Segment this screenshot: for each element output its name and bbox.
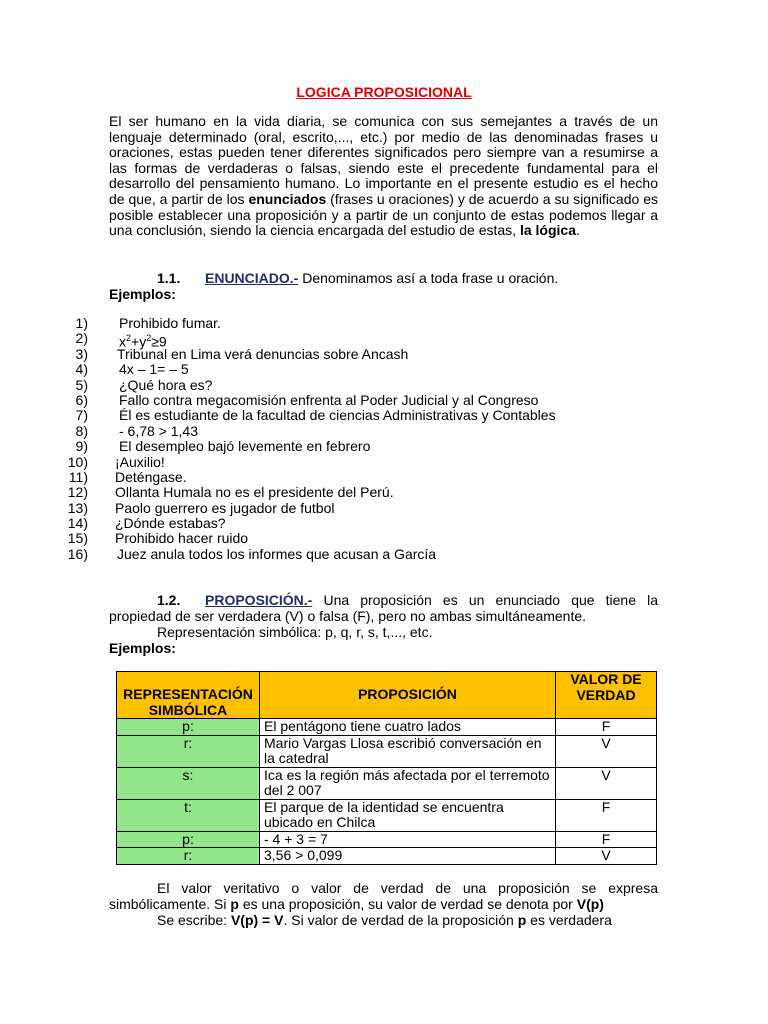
list-item: 9) El desempleo bajó levemente en febrero <box>75 438 371 455</box>
cell-symbol: s: <box>117 767 260 799</box>
formula-x2-y2: $x^2+y^2\ge 9$ <box>119 333 167 351</box>
table-row <box>117 767 657 799</box>
closing-text-3: Se escribe: <box>157 912 231 928</box>
examples-list <box>0 316 768 562</box>
list-item: 1) Prohibido fumar. <box>75 315 221 331</box>
list-item: 7) Él es estudiante de la facultad de ciencias Administrativas y Contables <box>75 407 556 424</box>
list-item: 12) Ollanta Humala no es el presidente del Perú. <box>67 484 394 501</box>
closing-text-5: es verdadera <box>526 912 612 928</box>
section-2-paragraph <box>109 592 658 656</box>
list-item: 15) Prohibido hacer ruido <box>67 530 249 547</box>
document-title: LOGICA PROPOSICIONAL <box>296 84 472 100</box>
closing-vp: V(p) <box>576 896 604 912</box>
propositions-table <box>116 671 657 865</box>
intro-paragraph <box>109 114 658 239</box>
closing-text-4: . Si valor de verdad de la proposición <box>283 912 518 928</box>
list-item: 11) Deténgase. <box>68 468 187 485</box>
list-item: 13) Paolo guerrero es jugador de futbol <box>67 499 335 516</box>
cell-proposition: El pentágono tiene cuatro lados <box>260 719 556 736</box>
intro-text-2: (frases u oraciones) y de acuerdo a su significado es posible establecer una proposición y a partir de un conjunto de estas podemos llegar a una conclusión, siendo la ciencia encargada del estudio de estas, <box>109 190 658 239</box>
cell-value: V <box>556 848 657 865</box>
cell-proposition: - 4 + 3 = 7 <box>260 831 556 848</box>
section-2-examples-label: Ejemplos: <box>109 640 176 656</box>
table-row <box>117 831 657 848</box>
section-1-number: 1.1. <box>157 270 181 286</box>
closing-paragraph <box>109 880 658 928</box>
list-item: 16) Juez anula todos los informes que acusan a García <box>67 545 437 562</box>
list-item: 5) ¿Qué hora es? <box>75 376 213 393</box>
list-item: 2) $x^2+y^2\ge 9$ <box>75 330 167 351</box>
cell-proposition: El parque de la identidad se encuentra ubicado en Chilca <box>260 799 556 831</box>
list-item: 8) - 6,78 > 1,43 <box>75 422 199 439</box>
cell-value: F <box>556 799 657 831</box>
cell-symbol: r: <box>117 848 260 865</box>
header-symbolic: REPRESENTACIÓN SIMBÓLICA <box>117 672 260 719</box>
cell-proposition: 3,56 > 0,099 <box>260 848 556 865</box>
header-truth-value: VALOR DE VERDAD <box>556 672 657 719</box>
table-row <box>117 719 657 736</box>
table-header-row <box>117 672 657 719</box>
intro-bold-enunciados: enunciados <box>248 190 327 207</box>
cell-symbol: p: <box>117 719 260 736</box>
list-item: 14) ¿Dónde estabas? <box>67 515 226 532</box>
cell-symbol: r: <box>117 735 260 767</box>
table-row <box>117 848 657 865</box>
section-1-text: Denominamos así a toda frase u oración. <box>298 270 559 286</box>
cell-proposition: Ica es la región más afectada por el terremoto del 2 007 <box>260 767 556 799</box>
closing-p-2: p <box>517 912 527 928</box>
list-item: 6) Fallo contra megacomisión enfrenta al Poder Judicial y al Congreso <box>75 391 539 408</box>
section-1-heading <box>157 270 558 286</box>
closing-vpv: V(p) = V <box>230 912 284 928</box>
closing-p-1: p <box>230 896 239 912</box>
header-proposition: PROPOSICIÓN <box>260 672 556 719</box>
section-2-name: PROPOSICIÓN.- <box>205 592 313 608</box>
cell-value: F <box>556 831 657 848</box>
section-2-text: Una proposición es un enunciado que tiene la propiedad de ser verdadera (V) o falsa (F), pero no ambas simultáneamente. <box>109 592 658 624</box>
list-item: 10) ¡Auxilio! <box>67 453 165 470</box>
intro-bold-logica: la lógica <box>519 222 576 239</box>
cell-value: V <box>556 735 657 767</box>
closing-text-2: es una proposición, su valor de verdad se denota por <box>238 896 577 912</box>
cell-value: V <box>556 767 657 799</box>
table-row <box>117 799 657 831</box>
cell-symbol: p: <box>117 831 260 848</box>
section-2-symbolic: Representación simbólica: p, q, r, s, t,..., etc. <box>157 624 433 640</box>
intro-text-3: . <box>575 222 580 239</box>
section-1-name: ENUNCIADO.- <box>205 270 299 286</box>
table-row <box>117 735 657 767</box>
cell-value: F <box>556 719 657 736</box>
cell-proposition: Mario Vargas Llosa escribió conversación en la catedral <box>260 735 556 767</box>
section-2-number: 1.2. <box>157 592 181 608</box>
list-item: 4) 4x – 1= – 5 <box>75 361 189 378</box>
cell-symbol: t: <box>117 799 260 831</box>
list-item: 3) Tribunal en Lima verá denuncias sobre Ancash <box>75 345 409 362</box>
section-1-examples-label: Ejemplos: <box>109 286 176 302</box>
closing-text-1: El valor veritativo o valor de verdad de una proposición se expresa simbólicamente. Si <box>109 880 658 912</box>
intro-text-1: El ser humano en la vida diaria, se comunica con sus semejantes a través de un lenguaje determinado (oral, escrito,..., etc.) por medio de las denominadas frases u oraciones, estas pueden tener diferentes significados pero siempre van a resumirse a las formas de verdaderas o falsas, siendo este el precedente fundamental para el desarrollo del pensamiento humano. Lo importante en el presente estudio es el hecho de que, a partir de los <box>109 113 658 207</box>
